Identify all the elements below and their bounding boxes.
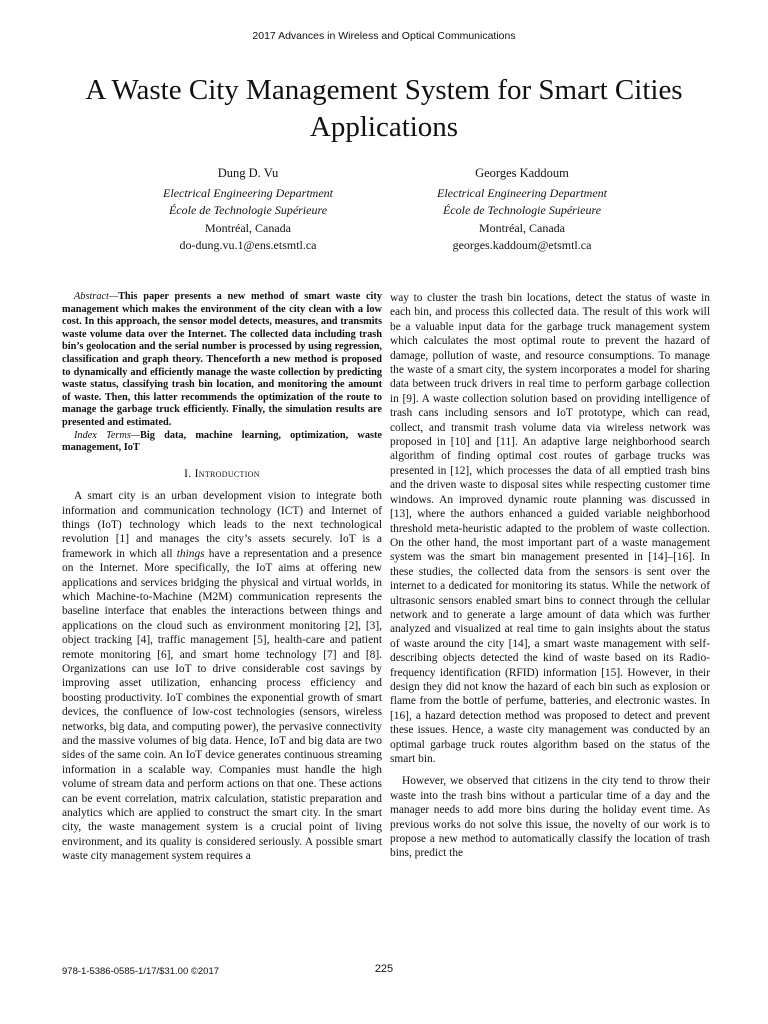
- left-column: [62, 291, 382, 864]
- author-location: Montréal, Canada: [205, 220, 291, 235]
- author-department: Electrical Engineering Department: [163, 186, 333, 201]
- emphasis-things: things: [176, 547, 205, 560]
- conference-header: 2017 Advances in Wireless and Optical Communications: [252, 30, 516, 42]
- author-school: École de Technologie Supérieure: [442, 203, 602, 218]
- author-school: École de Technologie Supérieure: [168, 203, 328, 218]
- intro-paragraph-1: A smart city is an urban development vision to integrate both information and communication technology (ICT) and Internet of things (IoT) technology which leads to the next technological revolution [1] and manages the city’s assets securely. IoT is a framework in which all things have a representation and a presence on the Internet. More specifically, the IoT aims at offering new applications and services bridging the physical and virtual worlds, in which Machine-to-Machine (M2M) communication represents the baseline interface that enables the interactions between things and applications on the cloud such as environment monitoring [2], [3], object tracking [4], traffic management [5], health-care and patient remote monitoring [6], and smart home technology [7] and [8]. Organizations can use IoT to drive considerable cost savings by improving asset utilization, enhancing process efficiency and boosting productivity. IoT combines the exponential growth of smart devices, the confluence of low-cost technologies (sensors, wireless networks, big data, and computing power), the pervasive connectivity and the massive volumes of big data. Hence, IoT and big data are two sides of the same coin. An IoT device generates continuous streaming information in a scalable way. Companies must handle the high volume of stream data and perform actions on that one. These actions can be event correlation, matrix calculation, statistic preparation and analytics which are applied to construct the smart city. In the smart city, the waste management system is a crucial point of living environment, and its quality is considered seriously. A possible smart waste city management system requires a: [62, 490, 382, 863]
- index-terms-lead: Index Terms—: [74, 429, 141, 441]
- intro-paragraph-2: However, we observed that citizens in the city tend to throw their waste into the trash bins without a particular time of a day and the manager needs to add more bins during the holiday event time. As previous works do not solve this issue, the novelty of our work is to propose a new method to automatically classify the location of trash bins, predict the: [390, 775, 710, 860]
- author-department: Electrical Engineering Department: [437, 186, 607, 201]
- abstract: [62, 291, 382, 430]
- section-heading: I. Introduction: [184, 467, 260, 480]
- index-terms: [62, 430, 382, 455]
- author-email: georges.kaddoum@etsmtl.ca: [452, 237, 592, 252]
- author-block-2: [382, 165, 662, 254]
- right-column: [390, 291, 710, 861]
- author-name: Georges Kaddoum: [475, 166, 569, 180]
- footer-isbn: 978-1-5386-0585-1/17/$31.00 ©2017: [62, 966, 220, 977]
- intro-paragraph-continued: way to cluster the trash bin locations, detect the status of waste in each bin, and process this collected data. The result of this work will be a valuable input data for the garbage truck management system which calculates the most optimal route to prevent the hazard of damage, pollution of waste, and resource consumptions. To manage the waste of a smart city, the system incorporates a model for sharing data between truck drivers in real time to perform garbage collection in [9]. A waste collection solution based on providing intelligence of trash cans including sensors and IoT prototype, which can read, collect, and transmit trash volume data via wireless network was proposed in [10] and [11]. An adaptive large neighborhood search algorithm of finding optimal cost routes of garbage trucks was presented in [12], which processes the data of all emptied trash bins and the driven waste to disposal sites while respecting customer time windows. An improved dynamic route planning was discussed in [13], where the authors enhanced a guided variable neighborhood threshold meta-heuristic adapted to the problem of waste collection. On the other hand, the most important part of a waste management system was the smart bin management presented in [14]–[16]. In these studies, the collected data from the sensors is sent over the internet to a dedicated for monitoring its status. While the network of ultrasonic sensors enabled smart bins to connect through the cellular network and to generate a large amount of data which was further analyzed and visualized at real time to gain insights about the status of waste around the city [14], a smart waste management with self-describing objects detected the kind of waste based on its Radio-frequency identification (RFID) information [15]. However, in their design they did not know the hazard of each bin such as explosion or flame from the bottle of perfume, batteries, and electronic wastes. In [16], a hazard detection method was proposed to detect and prevent these issues. Hence, a waste city management was conducted by an optimal garbage truck routes algorithm based on the status of the smart bin.: [390, 292, 710, 765]
- author-block-1: [108, 165, 388, 254]
- abstract-lead: Abstract—: [74, 291, 119, 302]
- abstract-text: This paper presents a new method of smart waste city management which makes the environment of the city clean with a low cost. In this approach, the sensor model detects, measures, and transmits waste volume data over the Internet. The collected data including trash bin’s geolocation and the serial number is processed by using regression, classification and graph theory. Thenceforth a new method is proposed to dynamically and efficiently manage the waste collection by predicting waste status, classifying trash bin location, and monitoring the amount of waste. Then, this latter recommends the optimization of the route to manage the garbage truck efficiently. Finally, the simulation results are presented and estimated.: [62, 291, 382, 428]
- index-terms-text: Big data, machine learning, optimization, waste management, IoT: [62, 429, 382, 454]
- author-location: Montréal, Canada: [479, 220, 565, 235]
- page-number: 225: [374, 963, 394, 975]
- author-name: Dung D. Vu: [217, 166, 279, 180]
- author-email: do-dung.vu.1@ens.etsmtl.ca: [179, 237, 317, 252]
- paper-title: A Waste City Management System for Smart Cities Applications: [85, 74, 683, 143]
